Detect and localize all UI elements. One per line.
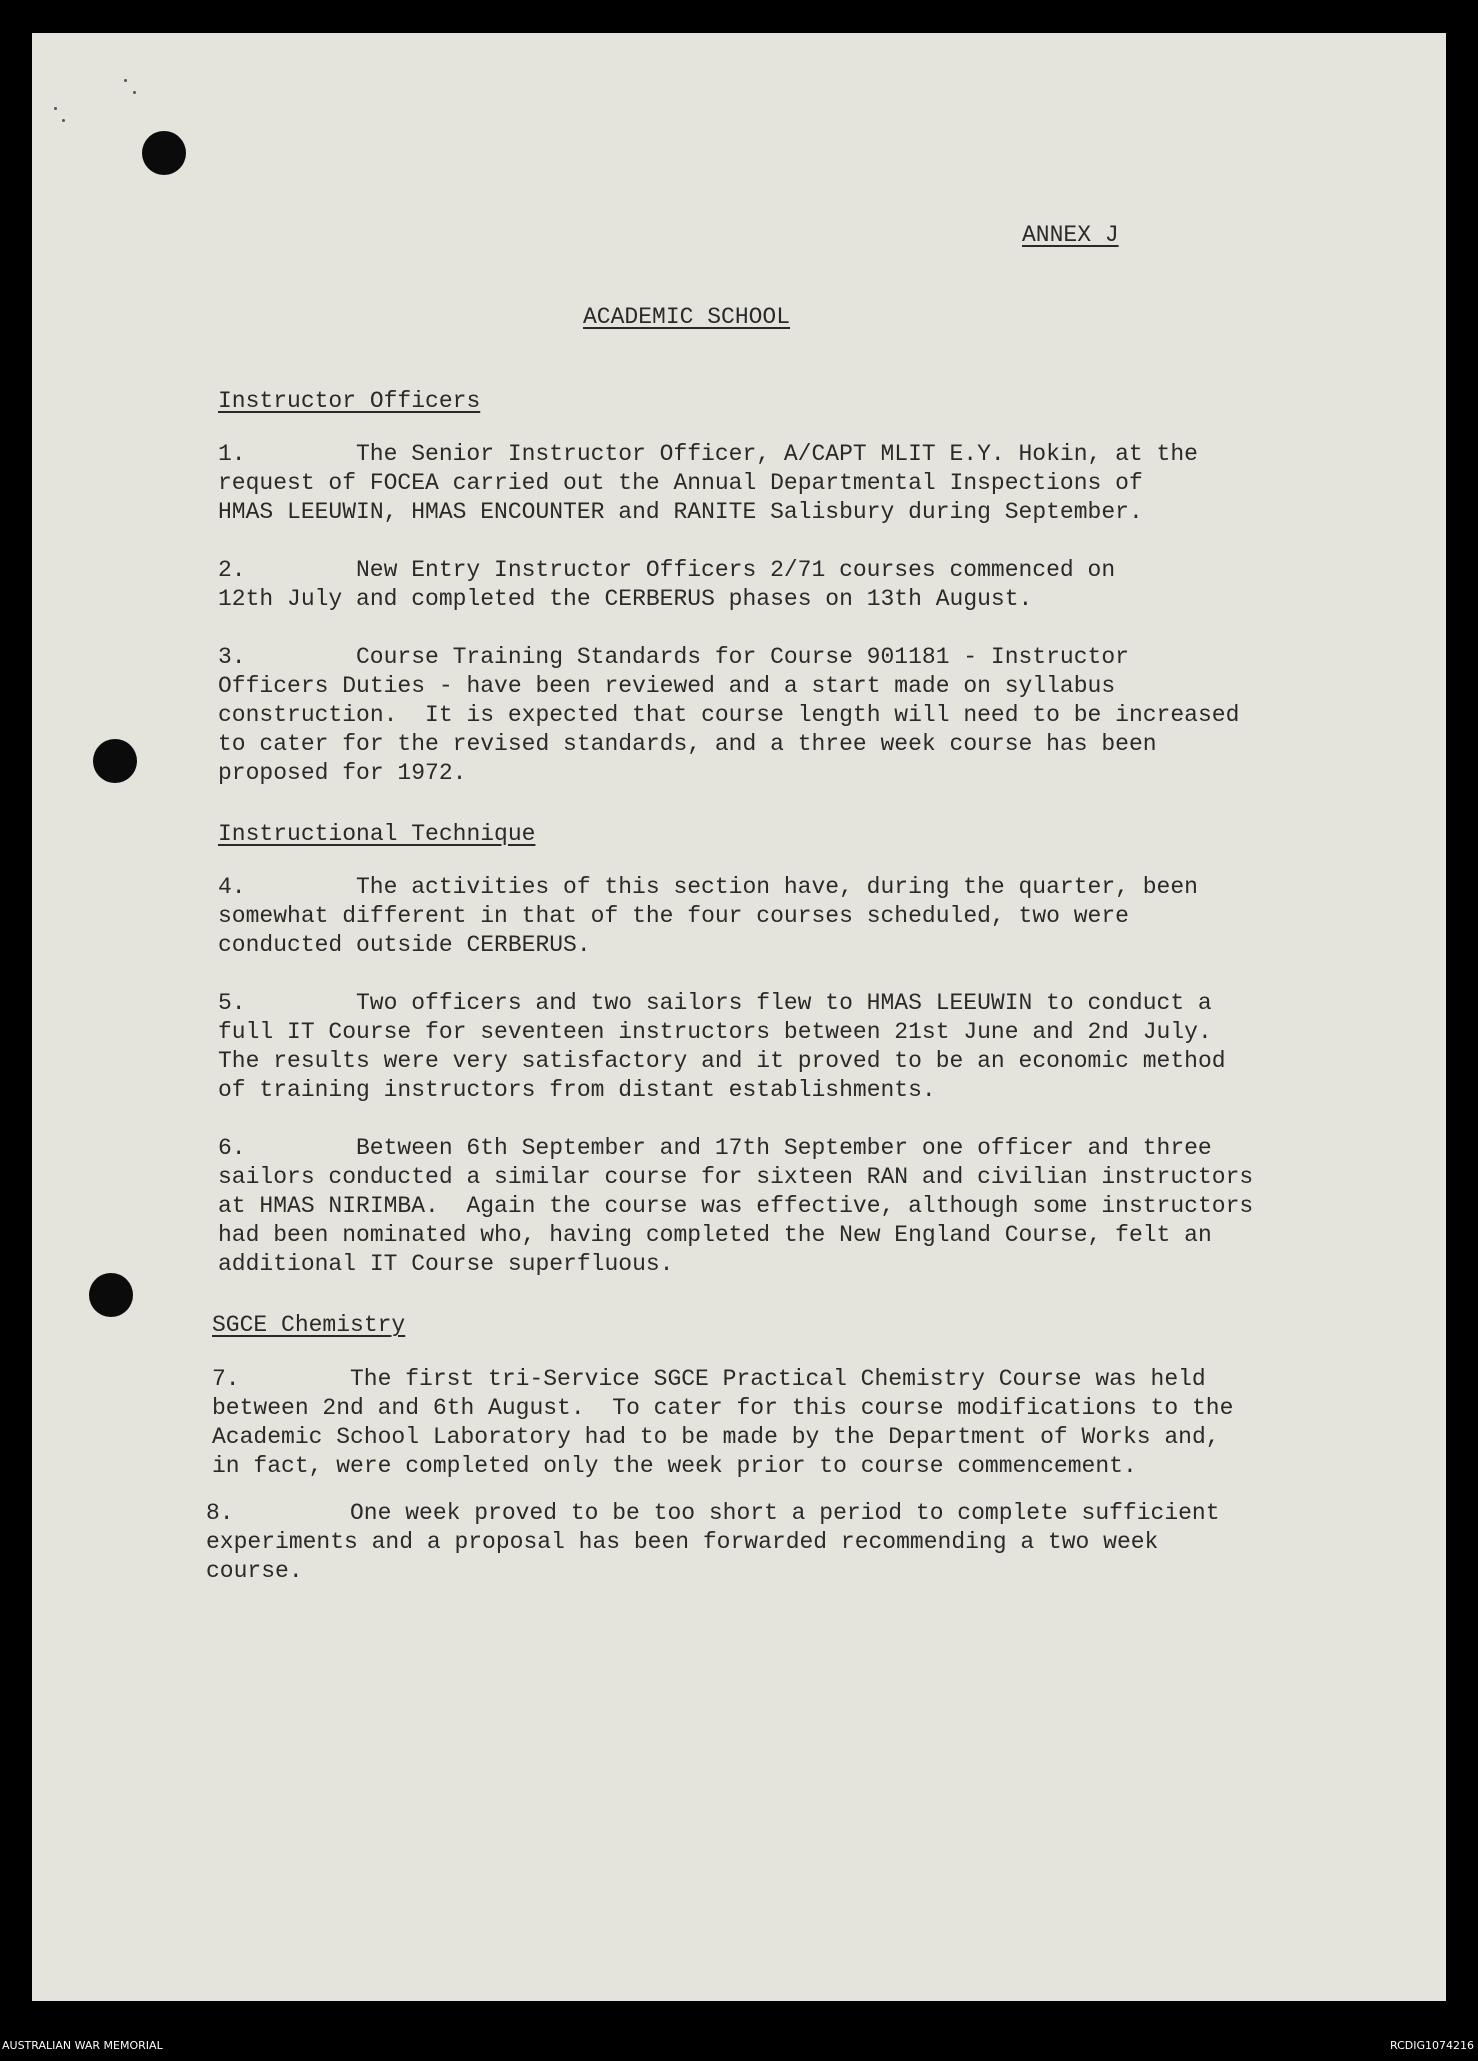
document-title: ACADEMIC SCHOOL [583,304,791,330]
footer-archive-name: AUSTRALIAN WAR MEMORIAL [2,2039,163,2052]
paragraph-3-line: proposed for 1972. [218,760,467,786]
paragraph-7-line: between 2nd and 6th August. To cater for this course modifications to the [212,1395,1234,1421]
punch-hole-bottom [89,1273,133,1317]
paragraph-1-line: request of FOCEA carried out the Annual Departmental Inspections of [218,470,1143,496]
paragraph-8-line: experiments and a proposal has been forwarded recommending a two week [206,1529,1159,1555]
paragraph-number: 1. [218,441,246,467]
paragraph-number: 5. [218,990,246,1016]
paragraph-1-line: The Senior Instructor Officer, A/CAPT MLIT E.Y. Hokin, at the [356,441,1198,467]
paragraph-number: 2. [218,557,246,583]
paragraph-3-line: Officers Duties - have been reviewed and a start made on syllabus [218,673,1116,699]
paragraph-7-line: The first tri-Service SGCE Practical Chemistry Course was held [350,1366,1206,1392]
document-page [32,33,1446,2001]
punch-hole-middle [93,739,137,783]
section-heading-instructional-technique: Instructional Technique [218,821,536,847]
paragraph-number: 6. [218,1135,246,1161]
paragraph-4-line: conducted outside CERBERUS. [218,932,591,958]
paper-speck [133,91,136,94]
paragraph-3-line: to cater for the revised standards, and a three week course has been [218,731,1157,757]
annex-heading: ANNEX J [1022,222,1119,248]
paragraph-number: 8. [206,1500,234,1526]
paragraph-3-line: construction. It is expected that course length will need to be increased [218,702,1240,728]
paper-speck [54,107,57,110]
paragraph-4-line: somewhat different in that of the four courses scheduled, two were [218,903,1129,929]
paragraph-8-line: One week proved to be too short a period to complete sufficient [350,1500,1220,1526]
paragraph-5-line: of training instructors from distant establishments. [218,1077,936,1103]
paragraph-number: 3. [218,644,246,670]
paragraph-5-line: Two officers and two sailors flew to HMAS LEEUWIN to conduct a [356,990,1212,1016]
paragraph-6-line: Between 6th September and 17th September one officer and three [356,1135,1212,1161]
footer-archive-id: RCDIG1074216 [1389,2039,1474,2052]
paragraph-7-line: in fact, were completed only the week prior to course commencement. [212,1453,1137,1479]
paragraph-6-line: at HMAS NIRIMBA. Again the course was effective, although some instructors [218,1193,1254,1219]
paper-speck [62,119,65,122]
section-heading-instructor-officers: Instructor Officers [218,388,481,414]
paragraph-1-line: HMAS LEEUWIN, HMAS ENCOUNTER and RANITE Salisbury during September. [218,499,1143,525]
paragraph-2-line: New Entry Instructor Officers 2/71 courses commenced on [356,557,1116,583]
paragraph-6-line: additional IT Course superfluous. [218,1251,674,1277]
paragraph-4-line: The activities of this section have, during the quarter, been [356,874,1198,900]
paper-speck [124,79,127,82]
paragraph-6-line: sailors conducted a similar course for sixteen RAN and civilian instructors [218,1164,1254,1190]
paragraph-8-line: course. [206,1558,303,1584]
paragraph-3-line: Course Training Standards for Course 901181 - Instructor [356,644,1129,670]
paragraph-5-line: full IT Course for seventeen instructors between 21st June and 2nd July. [218,1019,1212,1045]
paragraph-5-line: The results were very satisfactory and it proved to be an economic method [218,1048,1226,1074]
paragraph-2-line: 12th July and completed the CERBERUS phases on 13th August. [218,586,1033,612]
paragraph-number: 4. [218,874,246,900]
paragraph-number: 7. [212,1366,240,1392]
paragraph-7-line: Academic School Laboratory had to be made by the Department of Works and, [212,1424,1220,1450]
punch-hole-top [142,131,186,175]
paragraph-6-line: had been nominated who, having completed the New England Course, felt an [218,1222,1212,1248]
section-heading-sgce-chemistry: SGCE Chemistry [212,1312,406,1338]
